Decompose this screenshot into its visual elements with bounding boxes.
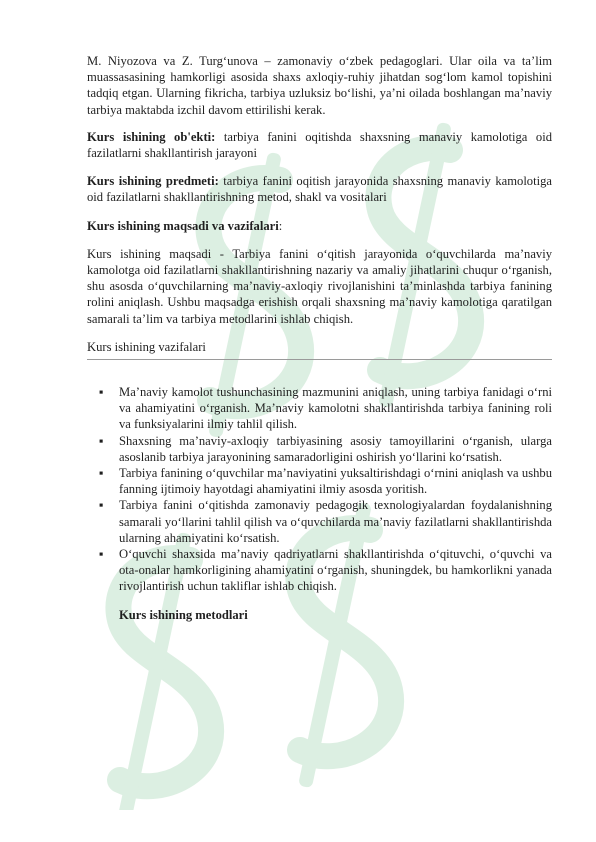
object-paragraph [87, 129, 552, 161]
goal-paragraph: Kurs ishining maqsadi - Tarbiya fanini o‘qitish jarayonida o‘quvchilarda ma’naviy kamolotga oid fazilatlarni shakllantirishning nazariy va amaliy jihatlarini chuqur o‘rganish, shu asosda o‘quvchilarning ma’naviy-axloqiy rivojlanishini ta’minlashda tarbiya fanining rolini aniqlash. Ushbu maqsadga erishish orqali shaxsning ma’naviy kamolotiga qaratilgan samarali ta’lim va tarbiya metodlarini ishlab chiqish. [87, 246, 552, 326]
list-item [87, 384, 552, 433]
object-text: tarbiya fanini oqitishda shaxsning manaviy kamolotiga oid fazilatlarni shakllantirish jarayoni [87, 129, 552, 161]
tasks-label: Kurs ishining vazifalari [87, 339, 206, 354]
bullet-icon: ▪ [99, 498, 104, 513]
list-item [87, 546, 552, 595]
methods-heading [87, 607, 552, 623]
bullet-icon: ▪ [99, 466, 104, 481]
bullet-icon: ▪ [99, 433, 104, 448]
list-item-text: Tarbiya fanining o‘quvchilar ma’naviyatini yuksaltirishdagi o‘rnini aniqlash va ushbu fanning ijtimoiy hayotdagi ahamiyatini ilmiy asosda yoritish. [119, 466, 552, 497]
list-item-text: Shaxsning ma’naviy-axloqiy tarbiyasining asosiy tamoyillarini o‘rganish, ularga asoslanib tarbiya jarayonining samaradorligini oshirish yo‘llarini ko‘rsatish. [119, 433, 552, 464]
subject-text: tarbiya fanini oqitish jarayonida shaxsning manaviy kamolotiga oid fazilatlarni shakllantirishning metod, shakl va vositalari [87, 174, 552, 205]
list-item-text: O‘quvchi shaxsida ma’naviy qadriyatlarni shakllantirishda o‘qituvchi, o‘quvchi va ota-onalar hamkorligining ahamiyatini o‘rganish, shuningdek, bu hamkorlikni yanada rivojlantirish uchun takliflar ishlab chiqish. [119, 547, 552, 594]
horizontal-divider [87, 359, 552, 360]
goals-heading [87, 218, 552, 234]
list-item [87, 433, 552, 465]
list-item [87, 497, 552, 546]
bullet-icon: ▪ [99, 385, 104, 400]
bullet-icon: ▪ [99, 547, 104, 562]
goals-heading-text: Kurs ishining maqsadi va vazifalari [87, 218, 279, 233]
object-label: Kurs ishining ob'ekti: [87, 129, 216, 144]
list-item-text: Tarbiya fanini o‘qitishda zamonaviy pedagogik texnologiyalardan foydalanishning samarali yo‘llarini tahlil qilish va o‘quvchilarda ma’naviy fazilatlarni shakllantirishda ularning ahamiyatini ko‘rsatish. [119, 498, 552, 545]
goals-heading-colon: : [278, 218, 283, 233]
methods-heading-text: Kurs ishining metodlari [119, 607, 248, 622]
subject-label: Kurs ishining predmeti: [87, 174, 219, 189]
intro-paragraph: M. Niyozova va Z. Turg‘unova – zamonaviy o‘zbek pedagoglari. Ular oila va ta’lim muassasasining hamkorligi asosida shaxs axloqiy-ruhiy jihatdan sog‘lom kamol topishini tadqiq etgan. Ularning fikricha, tarbiya uzluksiz bo‘lishi, ya’ni oilada boshlangan ma’naviy tarbiya maktabda izchil davom ettirilishi kerak. [87, 54, 552, 117]
tasks-list [87, 384, 552, 595]
subject-paragraph [87, 173, 552, 205]
list-item-text: Ma’naviy kamolot tushunchasining mazmunini aniqlash, uning tarbiya fanidagi o‘rni va ahamiyatini o‘rganish. Ma’naviy kamolotni shakllantirishda tarbiya fanining roli va funksiyalarini ilmiy tahlil qilish. [119, 385, 552, 432]
document-body [87, 53, 552, 623]
list-item [87, 465, 552, 497]
